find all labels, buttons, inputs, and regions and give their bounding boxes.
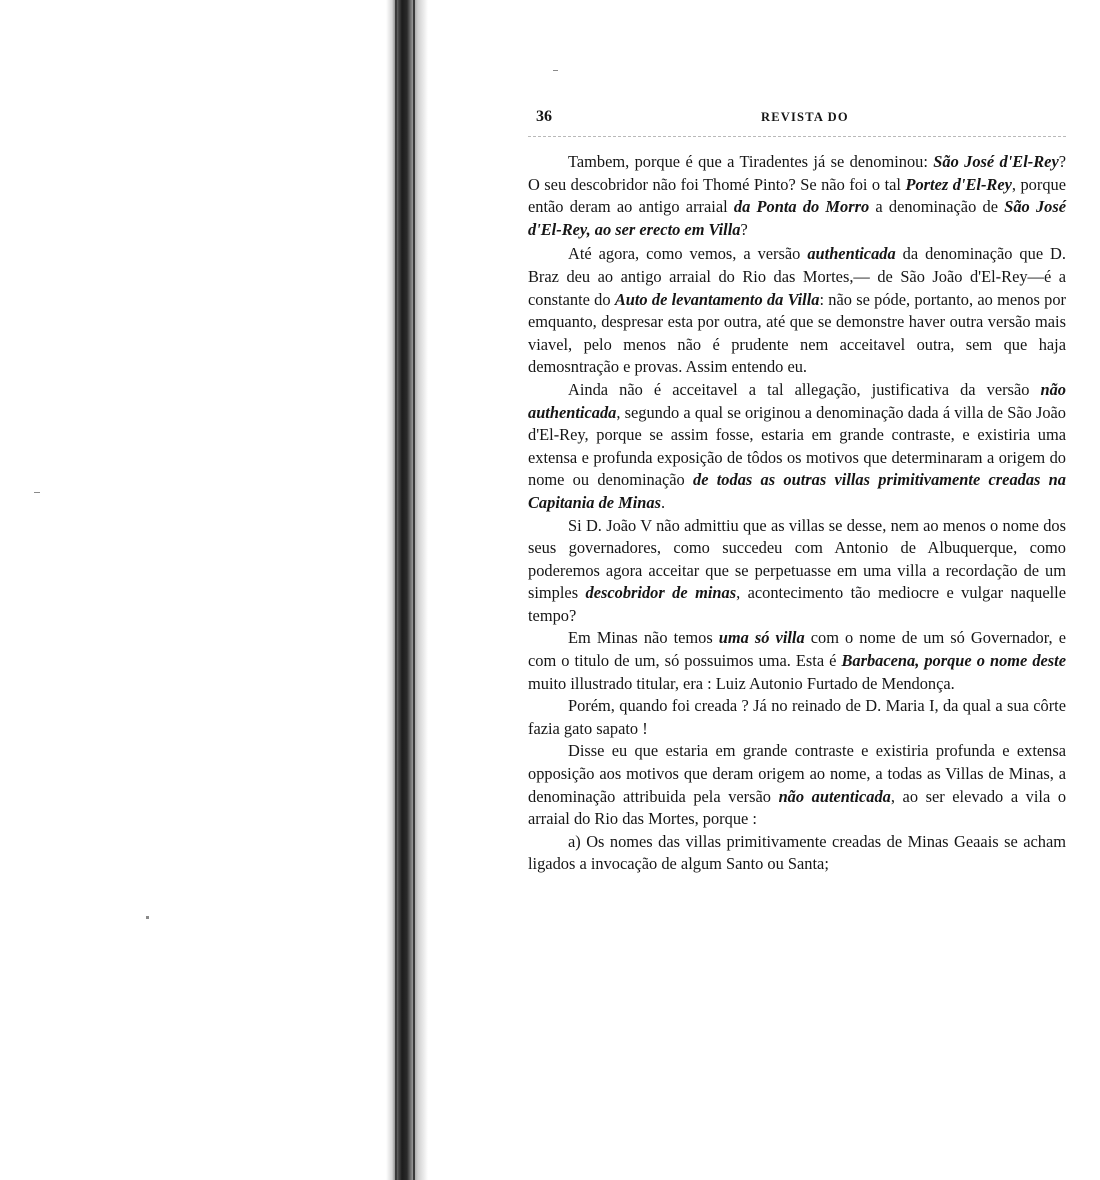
page-header [528, 108, 1066, 130]
scan-speck [34, 492, 40, 493]
scan-speck [146, 916, 149, 919]
italic-text: São José d'El-Rey, ao ser erecto em Villa [528, 197, 1066, 239]
text-run: muito illustrado titular, era : Luiz Autonio Furtado de Mendonça. [528, 673, 955, 693]
list-item: a) Os nomes das villas primitivamente creadas de Minas Geaais se acham ligados a invocação de algum Santo ou Santa; [528, 831, 1066, 874]
text-run: ? O seu descobridor não foi Thomé Pinto? Se não foi o tal [528, 152, 1067, 194]
italic-text: Barbacena, porque o nome deste [841, 651, 1066, 671]
page-number: 36 [536, 108, 552, 125]
gutter-line [395, 0, 397, 1180]
text-run: Ainda não é acceitavel a tal allegação, justificativa da versão [568, 379, 1041, 399]
text-run: , porque então deram ao antigo arraial [528, 174, 1067, 217]
text-run: Disse eu que estaria em grande contraste e existiria profunda e extensa opposição aos motivos que deram origem ao nome, a todas as Villas de Minas, a denominação attribuida pela versão [528, 741, 1066, 806]
text-run: a denominação de [869, 197, 1005, 217]
text-run: , segundo a qual se originou a denominação dada á villa de São João d'El-Rey, porque se assim fosse, estaria em grande contraste, e existiria uma extensa e profunda exposição de tôdos os motivos que determinaram a origem do nome ou denominação [528, 402, 1066, 490]
running-title: REVISTA DO [761, 110, 849, 124]
italic-text: de todas as outras villas primitivamente creadas na Capitania de Minas [528, 470, 1066, 512]
paragraph [528, 243, 1066, 379]
text-run: ? [740, 219, 748, 239]
text-run: , acontecimento tão mediocre e vulgar naquelle tempo? [528, 583, 1067, 625]
italic-text: não autenticada [778, 786, 891, 806]
text-run: , ao ser elevado a vila o arraial do Rio das Mortes, porque : [528, 786, 1067, 829]
italic-text: uma só villa [718, 628, 805, 648]
italic-text: Portez d'El-Rey [905, 174, 1012, 194]
italic-text: São José d'El-Rey [933, 152, 1059, 171]
paragraph [528, 740, 1066, 830]
text-run: Si D. João V não admittiu que as villas se desse, nem ao menos o nome dos seus governadores, como succedeu com Antonio de Albuquerque, como poderemos agora acceitar que se perpetuasse em uma villa a recordação de um simples [528, 515, 1066, 603]
header-rule [528, 136, 1066, 137]
text-run: Até agora, como vemos, a versão [568, 244, 808, 264]
italic-text: não authenticada [528, 379, 1066, 422]
book-page [528, 108, 1066, 876]
italic-text: descobridor de minas [585, 583, 737, 603]
gutter-line [413, 0, 415, 1180]
scan-speck [553, 70, 558, 71]
paragraph [528, 151, 1066, 241]
text-run: Em Minas não temos [568, 628, 719, 648]
italic-text: da Ponta do Morro [733, 197, 870, 217]
text-run: : não se póde, portanto, ao menos por emquanto, despresar esta por outra, até que se demonstre haver outra versão mais viavel, pelo menos não é prudente nem acceitavel outra, sem que haja demosntração e provas. Assim entendo eu. [528, 289, 1066, 377]
paragraph [528, 379, 1066, 515]
book-gutter [386, 0, 428, 1180]
italic-text: authenticada [807, 244, 896, 264]
paragraph: Porém, quando foi creada ? Já no reinado de D. Maria I, da qual a sua côrte fazia gato sapato ! [528, 696, 1066, 738]
paragraph [528, 515, 1066, 628]
text-run: da denominação que D. Braz deu ao antigo arraial do Rio das Mortes,— de São João d'El-Rey—é a constante do [528, 244, 1066, 309]
text-run: Tambem, porque é que a Tiradentes já se denominou: [568, 152, 934, 171]
text-run: com o nome de um só Governador, e com o titulo de um, só possuimos uma. Esta é [528, 628, 1066, 671]
text-run: . [660, 492, 666, 512]
body-text [528, 151, 1066, 876]
italic-text: Auto de levantamento da Villa [614, 289, 820, 309]
paragraph [528, 627, 1066, 695]
